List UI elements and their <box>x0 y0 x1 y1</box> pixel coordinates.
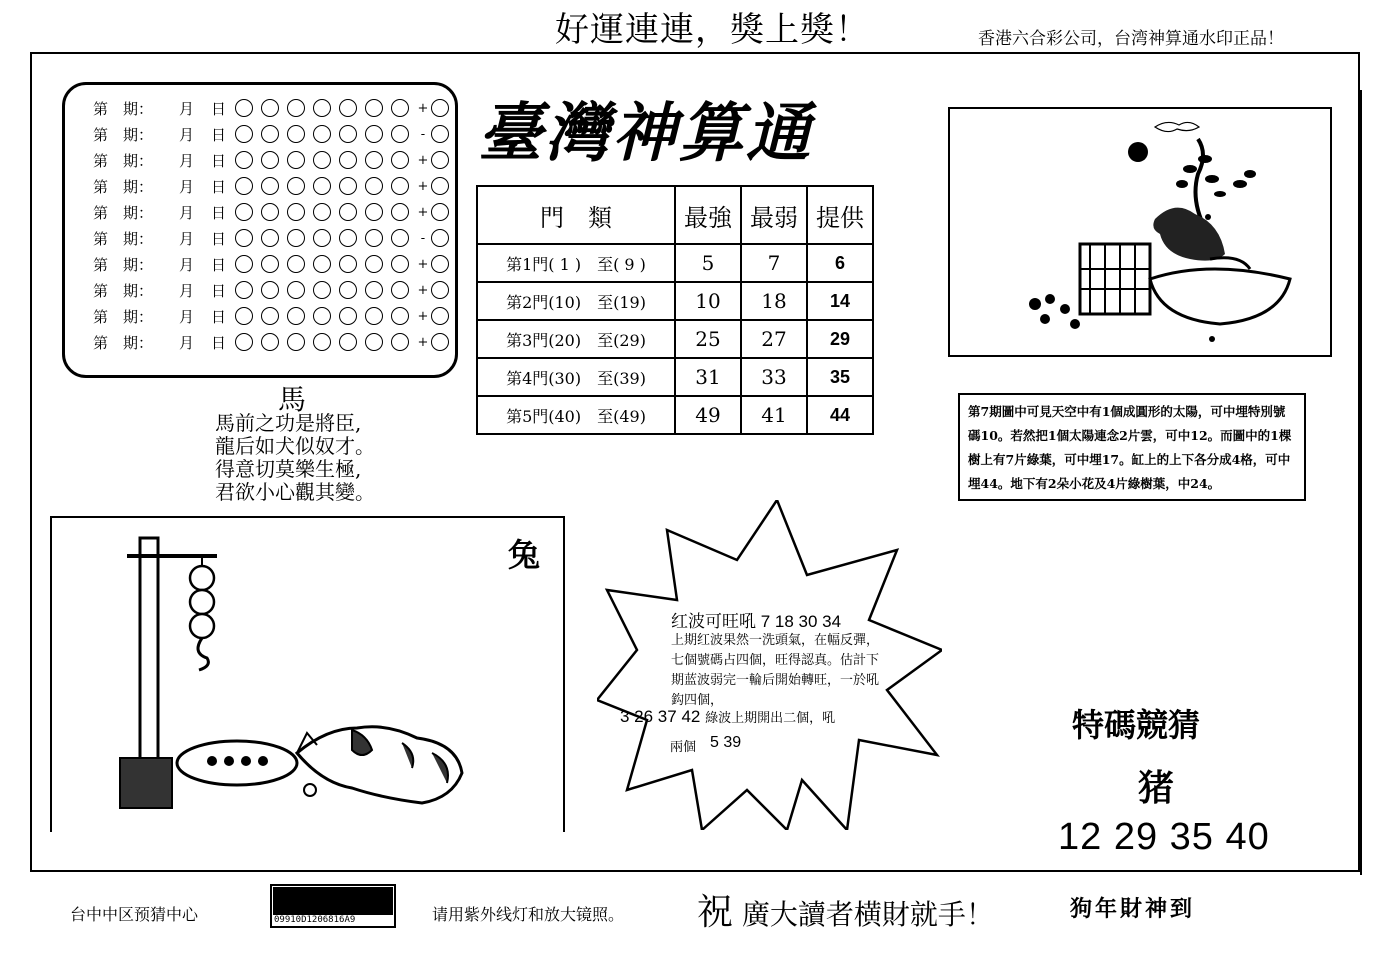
record-period-label: 第 期： <box>93 99 154 118</box>
number-circle <box>339 203 357 221</box>
record-day-label: 日 <box>211 333 227 352</box>
number-circle <box>365 307 383 325</box>
table-row <box>477 244 873 282</box>
record-period-label: 第 期： <box>93 281 154 300</box>
record-row <box>93 331 457 353</box>
number-circle <box>287 151 305 169</box>
record-row <box>93 279 457 301</box>
cat-icon <box>1153 208 1225 261</box>
weak-cell: 41 <box>741 396 807 434</box>
record-sign: + <box>417 256 429 272</box>
record-month-label: 月 <box>179 307 195 326</box>
number-circle <box>365 203 383 221</box>
door-range-cell: 第3門(20) 至(29) <box>477 320 675 358</box>
provide-cell: 44 <box>807 396 873 434</box>
poem-title: 馬 <box>278 383 307 416</box>
strong-cell: 25 <box>675 320 741 358</box>
star-numbers-prefix: 兩個 <box>670 740 697 755</box>
footer-instruction: 请用紫外线灯和放大镜照。 <box>432 905 625 924</box>
record-box <box>62 82 458 378</box>
watermark-note: 香港六合彩公司，台湾神算通水印正品！ <box>978 29 1284 49</box>
record-row <box>93 253 457 275</box>
number-circle <box>261 203 279 221</box>
door-stats-table <box>476 185 874 435</box>
hint-box: 第7期圖中可見天空中有1個成圓形的太陽，可中埋特別號碼10。若然把1個太陽連念2片雲，可中12。而圖中的1棵樹上有7片綠葉，可中埋17。缸上的上下各分成4格，可中埋44。地下有2朵小花及4片綠樹葉，中24。 <box>958 393 1306 501</box>
number-circle <box>339 125 357 143</box>
special-number-circle <box>431 255 449 273</box>
strong-cell: 49 <box>675 396 741 434</box>
number-circle <box>365 125 383 143</box>
number-circle <box>365 333 383 351</box>
number-circle <box>365 255 383 273</box>
table-row <box>477 358 873 396</box>
number-circle <box>235 151 253 169</box>
number-circle <box>365 229 383 247</box>
number-circle <box>391 177 409 195</box>
number-circle <box>235 177 253 195</box>
star-numbers-line-2 <box>670 734 742 755</box>
number-circle <box>313 229 331 247</box>
poem-line: 君欲小心觀其變。 <box>215 480 375 504</box>
record-sign: + <box>417 100 429 116</box>
strong-cell: 31 <box>675 358 741 396</box>
number-circle <box>313 307 331 325</box>
number-circle <box>235 255 253 273</box>
weak-cell: 27 <box>741 320 807 358</box>
number-circle <box>287 333 305 351</box>
poem-line: 馬前之功是將臣, <box>215 411 362 435</box>
record-sign: + <box>417 308 429 324</box>
cat-pot-illustration <box>950 109 1330 355</box>
page-title: 臺灣神算通 <box>478 96 813 171</box>
number-circle <box>391 281 409 299</box>
number-circle <box>391 151 409 169</box>
special-number-circle <box>431 177 449 195</box>
record-row <box>93 123 457 145</box>
record-sign: + <box>417 204 429 220</box>
star-numbers-b: 5 39 <box>710 734 742 751</box>
number-circle <box>235 203 253 221</box>
star-headline: 红波可旺吼 7 18 30 34 <box>671 612 842 631</box>
number-circle <box>313 125 331 143</box>
number-circle <box>313 203 331 221</box>
door-range-cell: 第5門(40) 至(49) <box>477 396 675 434</box>
record-sign: + <box>417 152 429 168</box>
footer-center-name: 台中中区预猜中心 <box>70 905 199 924</box>
number-circle <box>339 151 357 169</box>
number-circle <box>365 177 383 195</box>
lantern-cat-picture <box>50 516 565 832</box>
special-guess-animal: 猪 <box>1138 767 1175 809</box>
record-month-label: 月 <box>179 333 195 352</box>
wish-char: 祝 <box>697 892 734 933</box>
number-circle <box>365 281 383 299</box>
header-strong: 最強 <box>675 186 741 244</box>
security-code-fill <box>273 887 393 915</box>
number-circle <box>261 307 279 325</box>
number-circle <box>313 177 331 195</box>
number-circle <box>313 333 331 351</box>
number-circle <box>339 229 357 247</box>
table-header-row <box>477 186 873 244</box>
number-circle <box>313 151 331 169</box>
record-day-label: 日 <box>211 281 227 300</box>
number-circle <box>287 255 305 273</box>
wish-text: 廣大讀者横財就手！ <box>741 898 994 931</box>
number-circle <box>287 177 305 195</box>
special-number-circle <box>431 99 449 117</box>
number-circle <box>287 307 305 325</box>
strong-cell: 5 <box>675 244 741 282</box>
record-row <box>93 201 457 223</box>
number-circle <box>235 333 253 351</box>
number-circle <box>391 99 409 117</box>
record-row <box>93 227 457 249</box>
number-circle <box>339 307 357 325</box>
number-circle <box>313 99 331 117</box>
number-circle <box>235 229 253 247</box>
record-sign: - <box>420 230 426 246</box>
record-row <box>93 175 457 197</box>
record-month-label: 月 <box>179 125 195 144</box>
top-slogan: 好運連連，獎上獎！ <box>555 10 870 50</box>
header-weak: 最弱 <box>741 186 807 244</box>
record-day-label: 日 <box>211 203 227 222</box>
number-circle <box>235 307 253 325</box>
record-period-label: 第 期： <box>93 151 154 170</box>
table-row <box>477 282 873 320</box>
record-sign: + <box>417 178 429 194</box>
door-range-cell: 第4門(30) 至(39) <box>477 358 675 396</box>
record-period-label: 第 期： <box>93 307 154 326</box>
record-period-label: 第 期： <box>93 125 154 144</box>
special-guess-title: 特碼競猜 <box>1072 706 1201 744</box>
number-circle <box>391 307 409 325</box>
sun-icon <box>1128 142 1148 162</box>
number-circle <box>391 333 409 351</box>
number-circle <box>391 229 409 247</box>
record-month-label: 月 <box>179 281 195 300</box>
leaf-icons <box>1176 155 1256 197</box>
weak-cell: 33 <box>741 358 807 396</box>
security-code: 09910D1206816A9 <box>274 915 356 925</box>
poem <box>215 412 375 504</box>
record-sign: + <box>417 334 429 350</box>
table-row <box>477 396 873 434</box>
number-circle <box>261 151 279 169</box>
record-period-label: 第 期： <box>93 255 154 274</box>
provide-cell: 6 <box>807 244 873 282</box>
number-circle <box>287 203 305 221</box>
record-month-label: 月 <box>179 151 195 170</box>
provide-cell: 14 <box>807 282 873 320</box>
box-icon <box>120 758 172 808</box>
number-circle <box>391 125 409 143</box>
number-circle <box>261 281 279 299</box>
number-circle <box>287 125 305 143</box>
special-number-circle <box>431 151 449 169</box>
special-number-circle <box>431 333 449 351</box>
record-day-label: 日 <box>211 151 227 170</box>
record-period-label: 第 期： <box>93 203 154 222</box>
number-circle <box>261 333 279 351</box>
star-numbers-note: 綠波上期開出二個，吼 <box>705 711 836 726</box>
header-provide: 提供 <box>807 186 873 244</box>
number-circle <box>365 99 383 117</box>
pole-icon <box>140 538 158 783</box>
number-circle <box>261 125 279 143</box>
special-guess-numbers: 12 29 35 40 <box>1058 816 1270 858</box>
number-circle <box>261 99 279 117</box>
star-numbers-line <box>620 707 835 727</box>
bowl-icon <box>177 741 297 785</box>
record-period-label: 第 期： <box>93 229 154 248</box>
number-circle <box>261 177 279 195</box>
record-day-label: 日 <box>211 255 227 274</box>
record-row <box>93 149 457 171</box>
number-circle <box>339 177 357 195</box>
number-circle <box>339 99 357 117</box>
record-row <box>93 97 457 119</box>
number-circle <box>339 333 357 351</box>
record-day-label: 日 <box>211 125 227 144</box>
cloud-icon <box>1155 122 1199 131</box>
number-circle <box>287 99 305 117</box>
record-period-label: 第 期： <box>93 177 154 196</box>
record-month-label: 月 <box>179 177 195 196</box>
footer-slogan: 狗年財神到 <box>1070 896 1196 922</box>
record-row <box>93 305 457 327</box>
provide-cell: 35 <box>807 358 873 396</box>
rabbit-label: 兔 <box>508 536 541 574</box>
lantern-cat-illustration <box>52 518 563 830</box>
provide-cell: 29 <box>807 320 873 358</box>
record-day-label: 日 <box>211 307 227 326</box>
flower-icons <box>1029 294 1080 329</box>
number-circle <box>339 281 357 299</box>
number-circle <box>261 255 279 273</box>
record-month-label: 月 <box>179 255 195 274</box>
special-number-circle <box>431 125 449 143</box>
record-month-label: 月 <box>179 229 195 248</box>
header-door: 門 類 <box>477 186 675 244</box>
star-numbers-a: 3 26 37 42 <box>620 707 701 726</box>
frame-edge <box>1360 90 1362 875</box>
special-number-circle <box>431 281 449 299</box>
cat-pot-picture <box>948 107 1332 357</box>
table-row <box>477 320 873 358</box>
special-number-circle <box>431 307 449 325</box>
strong-cell: 10 <box>675 282 741 320</box>
record-day-label: 日 <box>211 99 227 118</box>
number-circle <box>235 125 253 143</box>
door-range-cell: 第2門(10) 至(19) <box>477 282 675 320</box>
number-circle <box>261 229 279 247</box>
number-circle <box>313 281 331 299</box>
poem-line: 龍后如犬似奴才。 <box>215 434 375 458</box>
record-sign: + <box>417 282 429 298</box>
number-circle <box>313 255 331 273</box>
number-circle <box>287 229 305 247</box>
number-circle <box>365 151 383 169</box>
star-body-text: 上期红波果然一洗頭氣，在幅反彈，七個號碼占四個，旺得認真。估計下期蓝波弱完一輪后開始轉旺，一於吼鈎四個， <box>671 633 880 708</box>
record-day-label: 日 <box>211 229 227 248</box>
number-circle <box>391 255 409 273</box>
record-month-label: 月 <box>179 99 195 118</box>
poem-line: 得意切莫樂生極, <box>215 457 362 481</box>
number-circle <box>339 255 357 273</box>
number-circle <box>287 281 305 299</box>
footer-wish <box>697 884 994 935</box>
door-range-cell: 第1門( 1 ) 至( 9 ) <box>477 244 675 282</box>
number-circle <box>391 203 409 221</box>
record-month-label: 月 <box>179 203 195 222</box>
lantern-icons <box>190 566 214 638</box>
cat-icon <box>297 727 462 803</box>
record-day-label: 日 <box>211 177 227 196</box>
record-period-label: 第 期： <box>93 333 154 352</box>
number-circle <box>235 281 253 299</box>
special-number-circle <box>431 203 449 221</box>
record-sign: - <box>420 126 426 142</box>
number-circle <box>235 99 253 117</box>
pot-icon <box>1150 269 1290 324</box>
special-number-circle <box>431 229 449 247</box>
weak-cell: 18 <box>741 282 807 320</box>
weak-cell: 7 <box>741 244 807 282</box>
